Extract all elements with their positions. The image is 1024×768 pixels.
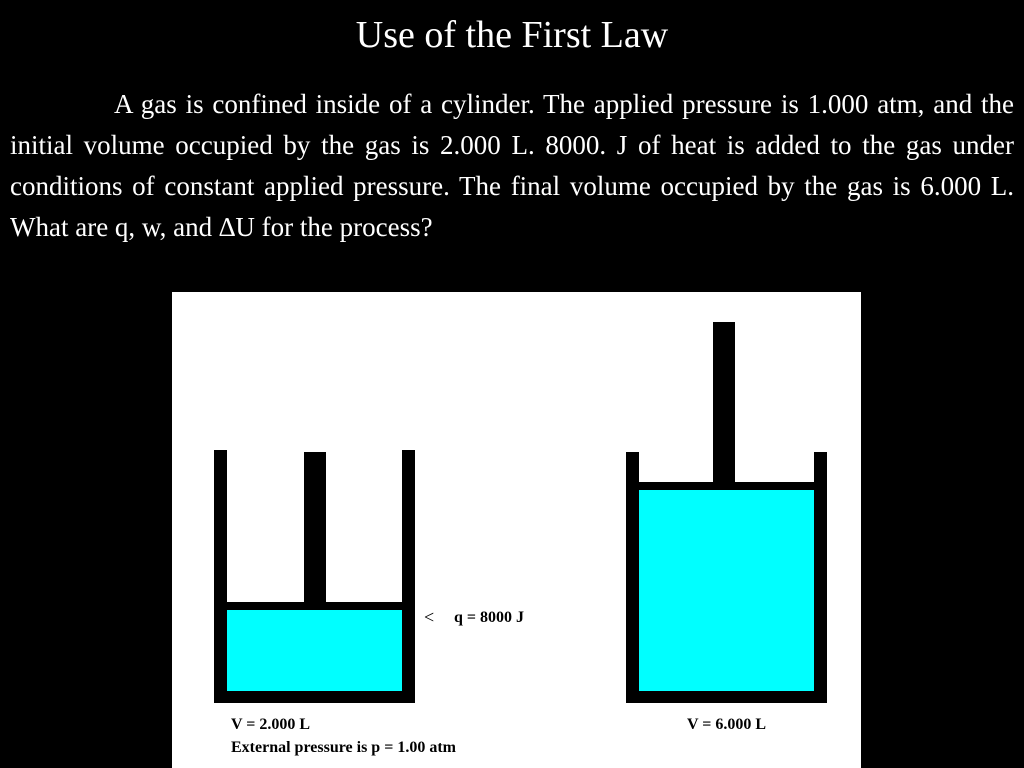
piston-diagram-svg — [172, 292, 861, 768]
final-cylinder-bottom — [626, 691, 827, 703]
final-volume-label: V = 6.000 L — [687, 716, 767, 733]
initial-piston-rod — [304, 452, 326, 604]
heat-label: q = 8000 J — [454, 609, 525, 626]
initial-cylinder-right-wall — [402, 450, 415, 703]
final-cylinder-left-wall — [626, 452, 639, 703]
problem-text: A gas is confined inside of a cylinder. The applied pressure is 1.000 atm, and the initial volume occupied by the gas is 2.000 L. 8000. J of heat is added to the gas under conditions of constant applied pressure. The final volume occupied by the gas is 6.000 L. What are q, w, and ∆U for the process? — [10, 89, 1014, 242]
problem-statement — [10, 84, 1014, 248]
piston-diagram — [172, 292, 861, 768]
pressure-label: External pressure is p = 1.00 atm — [231, 739, 456, 756]
initial-gas — [226, 609, 402, 691]
slide-title: Use of the First Law — [355, 14, 669, 56]
initial-cylinder — [214, 450, 415, 703]
initial-volume-label: V = 2.000 L — [231, 716, 311, 733]
final-cylinder-right-wall — [814, 452, 827, 703]
final-cylinder — [626, 322, 827, 703]
initial-cylinder-bottom — [214, 691, 415, 703]
heat-arrow: < — [424, 607, 435, 627]
initial-cylinder-left-wall — [214, 450, 227, 703]
final-piston-rod — [713, 322, 735, 484]
final-gas — [638, 489, 815, 691]
